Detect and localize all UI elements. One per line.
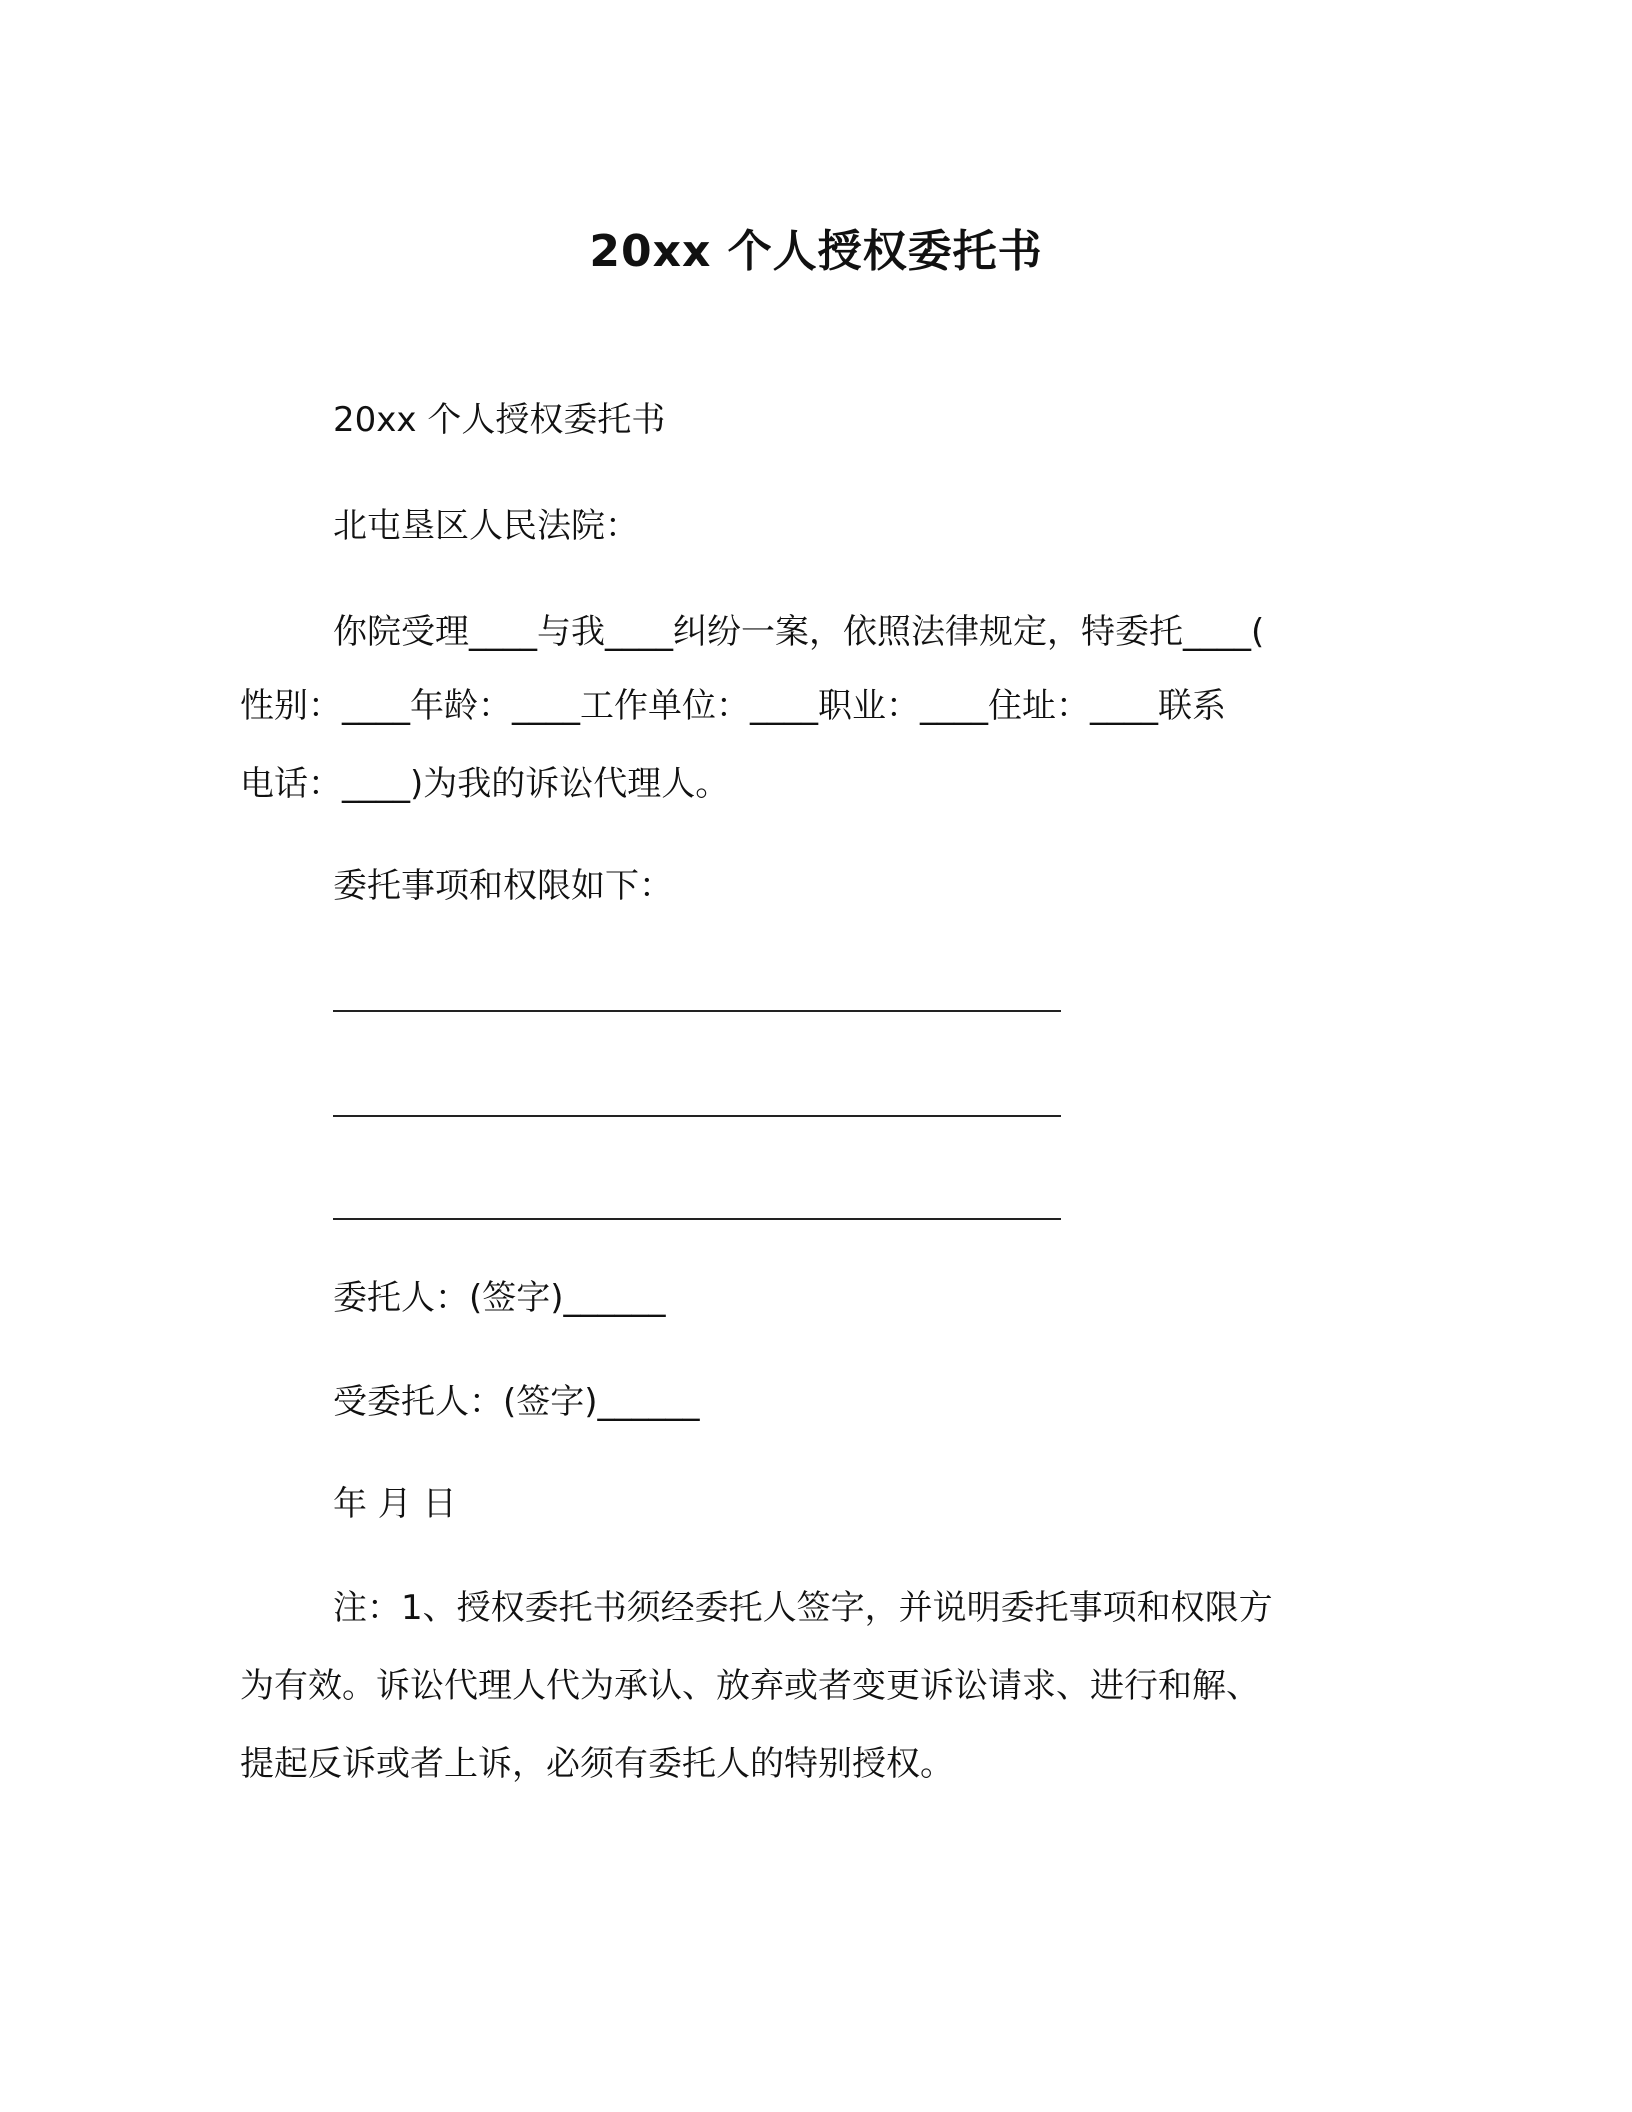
body-line-2: 性别：____年龄：____工作单位：____职业：____住址：____联系 [240,686,1226,726]
principal-signature: 委托人：(签字)______ [333,1278,666,1318]
blank-line-2 [333,1115,1061,1117]
note-line-1: 注：1、授权委托书须经委托人签字，并说明委托事项和权限方 [333,1588,1273,1628]
agent-signature: 受委托人：(签字)______ [333,1382,700,1422]
body-line-3: 电话：____)为我的诉讼代理人。 [240,764,730,804]
date-line: 年 月 日 [333,1484,457,1524]
note-line-2: 为有效。诉讼代理人代为承认、放弃或者变更诉讼请求、进行和解、 [240,1666,1260,1706]
blank-line-3 [333,1218,1061,1220]
document-title: 20xx 个人授权委托书 [589,226,1043,277]
note-line-3: 提起反诉或者上诉，必须有委托人的特别授权。 [240,1744,954,1784]
body-line-1: 你院受理____与我____纠纷一案，依照法律规定，特委托____( [333,612,1265,652]
matters-label: 委托事项和权限如下： [333,866,673,906]
document-heading: 20xx 个人授权委托书 [333,400,666,440]
blank-line-1 [333,1010,1061,1012]
addressee: 北屯垦区人民法院： [333,506,639,546]
